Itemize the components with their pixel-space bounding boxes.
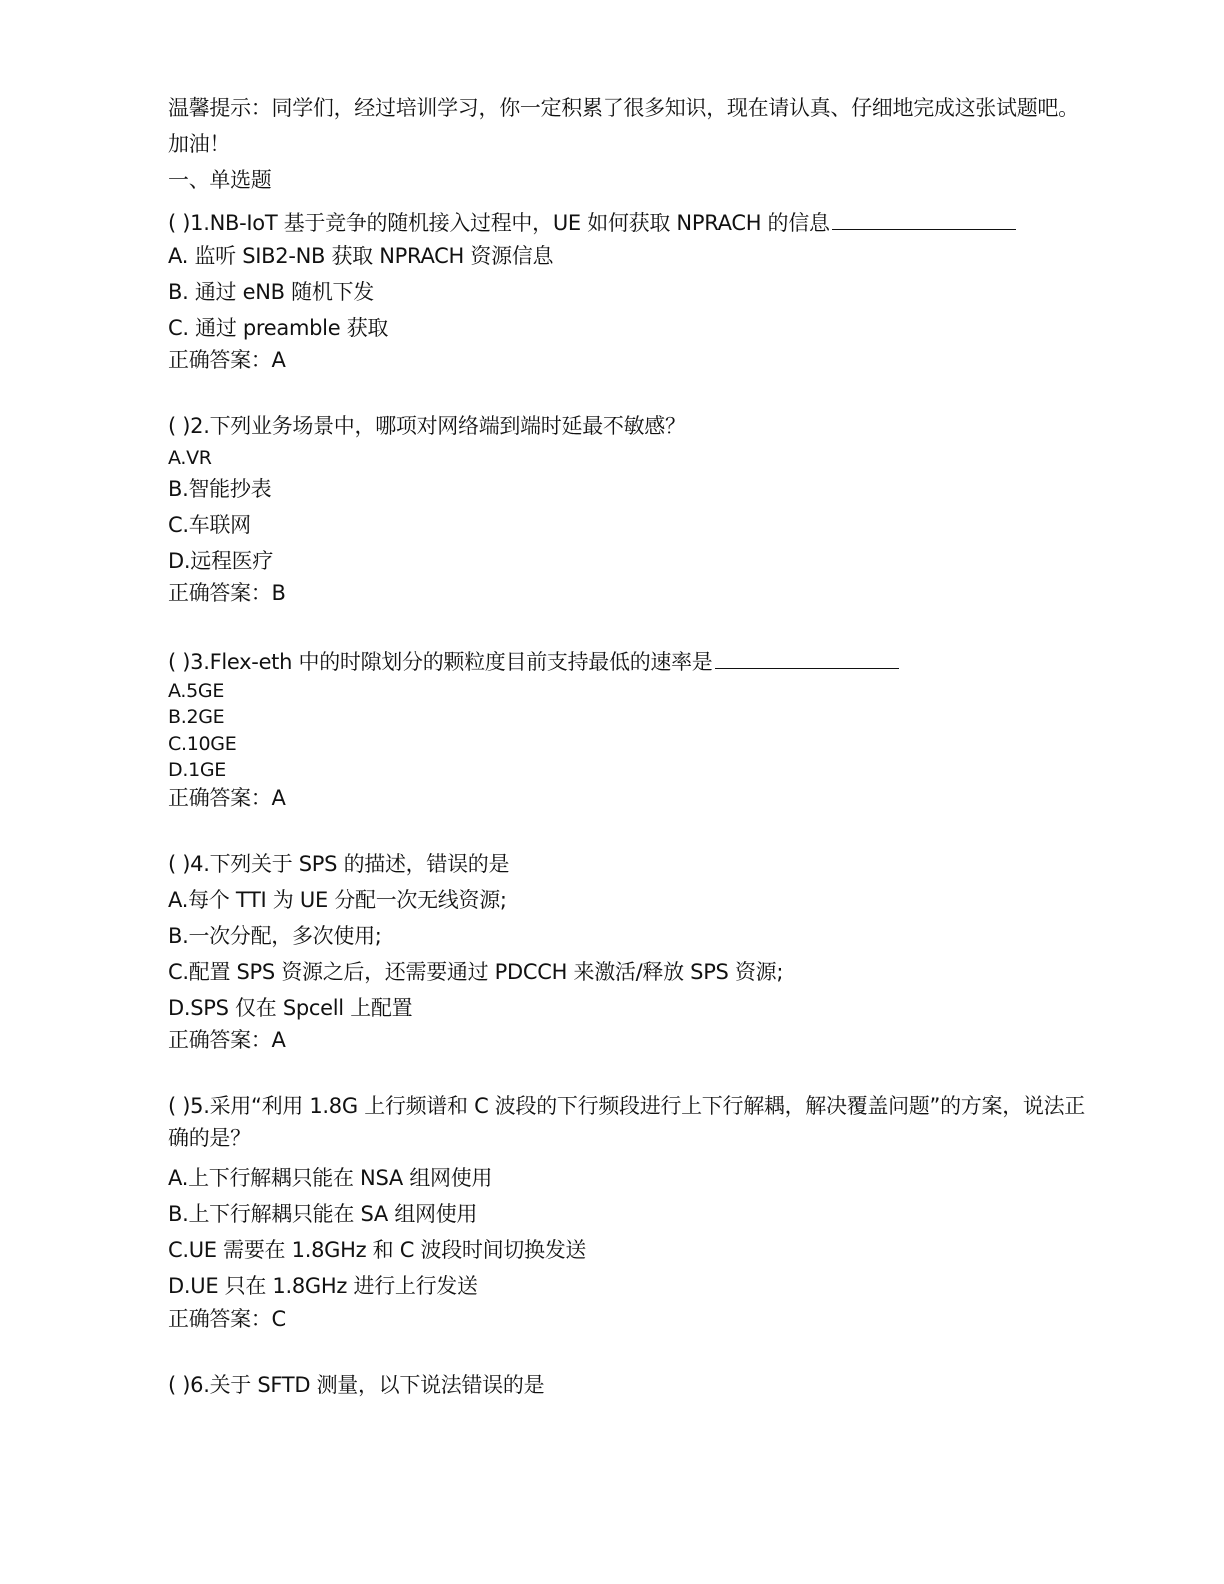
question-2-stem: ( )2.下列业务场景中，哪项对网络端到端时延最不敏感？	[168, 414, 686, 438]
question-5-option-a: A.上下行解耦只能在 NSA 组网使用	[168, 1166, 493, 1190]
question-2-option-a: A.VR	[168, 447, 212, 469]
question-4-option-a: A.每个 TTI 为 UE 分配一次无线资源;	[168, 888, 507, 912]
question-3-option-c: C.10GE	[168, 733, 237, 755]
question-5-option-b: B.上下行解耦只能在 SA 组网使用	[168, 1202, 478, 1226]
question-3-option-b: B.2GE	[168, 706, 225, 728]
question-4-answer: 正确答案：A	[168, 1028, 286, 1052]
question-4-stem: ( )4.下列关于 SPS 的描述，错误的是	[168, 852, 510, 876]
intro-line-1: 温馨提示：同学们，经过培训学习，你一定积累了很多知识，现在请认真、仔细地完成这张试题吧。	[168, 96, 1079, 120]
question-5-option-d: D.UE 只在 1.8GHz 进行上行发送	[168, 1274, 478, 1298]
question-1-option-a: A. 监听 SIB2-NB 获取 NPRACH 资源信息	[168, 244, 554, 268]
question-1-option-c: C. 通过 preamble 获取	[168, 316, 389, 340]
question-5-option-c: C.UE 需要在 1.8GHz 和 C 波段时间切换发送	[168, 1238, 587, 1262]
question-1-answer: 正确答案：A	[168, 348, 286, 372]
question-5-answer: 正确答案：C	[168, 1307, 286, 1331]
intro-line-2: 加油！	[168, 132, 231, 156]
question-3-stem	[168, 646, 899, 675]
question-3-option-a: A.5GE	[168, 680, 225, 702]
question-1-option-b: B. 通过 eNB 随机下发	[168, 280, 374, 304]
question-3-text: ( )3.Flex-eth 中的时隙划分的颗粒度目前支持最低的速率是	[168, 650, 713, 674]
question-1-stem	[168, 207, 1016, 236]
question-4-option-b: B.一次分配，多次使用;	[168, 924, 382, 948]
question-4-option-c: C.配置 SPS 资源之后，还需要通过 PDCCH 来激活/释放 SPS 资源;	[168, 960, 784, 984]
question-2-option-b: B.智能抄表	[168, 477, 272, 501]
question-5-stem-line-2: 确的是？	[168, 1126, 251, 1150]
answer-blank	[832, 207, 1016, 230]
question-4-option-d: D.SPS 仅在 Spcell 上配置	[168, 996, 413, 1020]
section-title: 一、单选题	[168, 168, 272, 192]
question-3-answer: 正确答案：A	[168, 786, 286, 810]
question-5-stem-line-1: ( )5.采用“利用 1.8G 上行频谱和 C 波段的下行频段进行上下行解耦，解决覆盖问题”的方案，说法正	[168, 1094, 1085, 1118]
question-1-text: ( )1.NB-IoT 基于竞争的随机接入过程中，UE 如何获取 NPRACH 的信息	[168, 211, 830, 235]
answer-blank	[715, 646, 899, 669]
question-2-option-d: D.远程医疗	[168, 549, 274, 573]
question-3-option-d: D.1GE	[168, 759, 226, 781]
question-2-option-c: C.车联网	[168, 513, 251, 537]
question-6-stem: ( )6.关于 SFTD 测量，以下说法错误的是	[168, 1373, 545, 1397]
question-2-answer: 正确答案：B	[168, 581, 286, 605]
